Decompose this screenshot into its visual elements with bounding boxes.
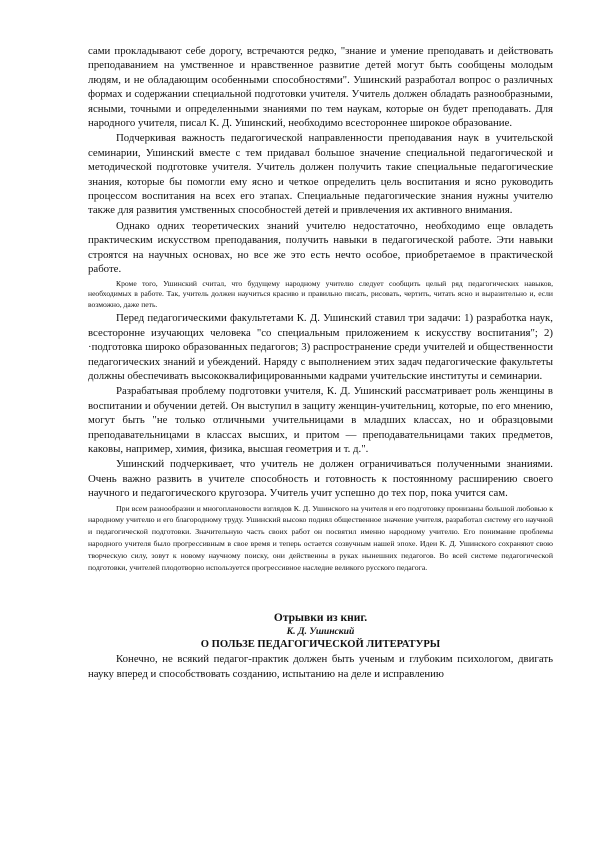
paragraph-3: Однако одних теоретических знаний учителю недостаточно, необходимо еще овладеть практическим искусством преподавания, получить навыки в педагогической работе. Эти навыки строятся на научных основах, но все же это есть нечто особое, приобретаемое в практической работе. [88, 219, 553, 276]
paragraph-2: Подчеркивая важность педагогической направленности преподавания наук в учительской семинарии, Ушинский вместе с тем придавал большое значение специальной педагогической и методической подготовке учителя. Учитель должен получить такие специальные педагогические знания, которые бы помогли ему ясно и четкое определить цель воспитания и ясно руководить процессом воспитания на всех его этапах. Специальные педагогические знания нужны учителю также для развития умственных способностей детей и привлечения их активного внимания. [88, 132, 553, 217]
section-title: Отрывки из книг. [273, 612, 368, 625]
section-author: К. Д. Ушинский [286, 626, 355, 638]
section-paragraph-1: Конечно, не всякий педагог-практик должен быть ученым и глубоким психологом, двигать науку вперед и способствовать созданию, испытанию на деле и исправлению [88, 653, 553, 680]
paragraph-6: Разрабатывая проблему подготовки учителя, К. Д. Ушинский рассматривает роль женщины в воспитании и обучении детей. Он выступил в защиту женщин-учительниц, которые, по его мнению, могут быть "не только отличными учительницами в младших классах, но и образцовыми преподавательницами в классах высших, и притом — преподавательницами таких предметов, каковы, например, химия, физика, высшая геометрия и т. д.". [88, 385, 553, 455]
paragraph-5: Перед педагогическими факультетами К. Д. Ушинский ставил три задачи: 1) разработка наук, всесторонне изучающих человека "со специальным приложением к искусству воспитания"; 2) ·подготовка широко образованных педагогов; 3) распространение среди учителей и общественности педагогических знаний и убеждений. Наряду с выполнением этих задач педагогические факультеты должны обеспечивать высококвалифицированными кадрами учительские институты и семинарии. [88, 312, 553, 382]
section-spacer [88, 573, 553, 611]
paragraph-1: сами прокладывают себе дорогу, встречаются редко, "знание и умение преподавать и действовать преподаванием на умственное и нравственное развитие детей могут быть сообщены молодым людям, и не обладающим особенными способностями". Ушинский разработал вопрос о различных формах и содержании специальной подготовки учителя. Учитель должен обладать разнообразными, ясными, точными и определенными знаниями по тем наукам, которые он будет преподавать. Для народного учителя, писал К. Д. Ушинский, необходимо всестороннее широкое образование. [88, 45, 553, 130]
paragraph-4-small: Кроме того, Ушинский считал, что будущему народному учителю следует сообщить целый ряд педагогических навыков, необходимых в работе. Так, учитель должен научиться красиво и правильно писать, рисовать, чертить, читать ясно и выразительно и, если возможно, даже петь. [88, 278, 553, 309]
section-subtitle: О ПОЛЬЗЕ ПЕДАГОГИЧЕСКОЙ ЛИТЕРАТУРЫ [200, 639, 441, 651]
paragraph-7: Ушинский подчеркивает, что учитель не должен ограничиваться полученными знаниями. Очень важно развить в учителе способность и готовность к постоянному расширению своего научного и педагогического кругозора. Учитель учит успешно до тех пор, пока учится сам. [88, 458, 553, 500]
document-page [88, 44, 553, 681]
paragraph-8-small: При всем разнообразии и многоплановости взглядов К. Д. Ушинского на учителя и его подготовку пронизаны большой любовью к народному учителю и его благородному труду. Ушинский высоко поднял общественное значение учителя, разработал систему его научной и педагогической подготовки. Значительную часть своих работ он посвятил именно народному учителю. Его понимание проблемы народного учителя было прогрессивным в свое время и теперь остается созвучным нашей эпохе. Идеи К. Д. Ушинского сохраняют свою творческую силу, зовут к новому научному поиску, они действенны в руках нынешних педагогов. Во всей системе педагогической подготовки, учителей плодотворно используется прогрессивное наследие великого русского педагога. [88, 503, 553, 572]
